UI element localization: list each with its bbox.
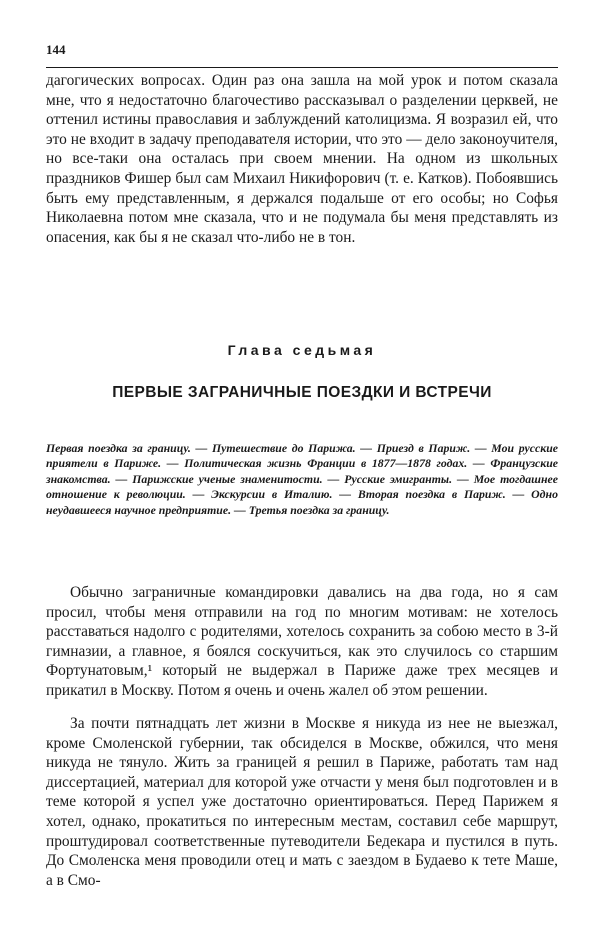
chapter-label: Глава седьмая [227, 342, 377, 358]
body-paragraph-1: Обычно заграничные командировки давались на два года, но я сам просил, чтобы меня отправили на год по многим мотивам: не хотелось расставаться надолго с родителями, хотелось сохранить за собою место в 3-й гимназии, а главное, я боялся соскучиться, как это случилось со старшим Фортунатовым,¹ который не выдержал в Париже даже трех месяцев и прикатил в Москву. Потом я очень и очень жалел об этом решении. [46, 584, 558, 699]
chapter-title: ПЕРВЫЕ ЗАГРАНИЧНЫЕ ПОЕЗДКИ И ВСТРЕЧИ [112, 384, 492, 401]
page-number: 144 [46, 42, 66, 57]
continued-paragraph: дагогических вопросах. Один раз она зашла на мой урок и потом сказала мне, что я недостаточно благочестиво рассказывал о разделении церквей, не оттенил истины православия и заблуждений католицизма. Я возразил ей, что это не входит в задачу преподавателя истории, что это — дело законоучителя, но все-таки она осталась при своем мнении. На одном из школьных праздников Фишер был сам Михаил Никифорович (т. е. Катков). Побоявшись быть ему представленным, я держался подальше от его особы; но Софья Николаевна потом мне сказала, что и не подумала бы меня представлять из опасения, как бы я не сказал что-либо не в тон. [46, 72, 558, 246]
book-page [46, 0, 558, 929]
body-paragraph-2: За почти пятнадцать лет жизни в Москве я никуда из нее не выезжал, кроме Смоленской губернии, так обсиделся в Москве, обжился, что меня никуда не тянуло. Жить за границей я решил в Париже, работать там над диссертацией, материал для которой уже отчасти у меня был подготовлен и в теме которой я успел уже достаточно ориентироваться. Перед Парижем я хотел, однако, прокатиться по интересным местам, составил себе маршрут, проштудировал соответственные путеводители Бедекара и пустился в путь. До Смоленска меня проводили отец и мать с заездом в Будаево к тете Маше, а в Смо- [46, 715, 558, 889]
header-rule [46, 67, 558, 68]
chapter-synopsis: Первая поездка за границу. — Путешествие до Парижа. — Приезд в Париж. — Мои русские приятели в Париже. — Политическая жизнь Франции в 1877—1878 годах. — Французские знакомства. — Парижские ученые знаменитости. — Русские эмигранты. — Мое тогдашнее отношение к революции. — Экскурсии в Италию. — Вторая поездка в Париж. — Одно неудавшееся научное предприятие. — Третья поездка за границу. [46, 441, 558, 517]
